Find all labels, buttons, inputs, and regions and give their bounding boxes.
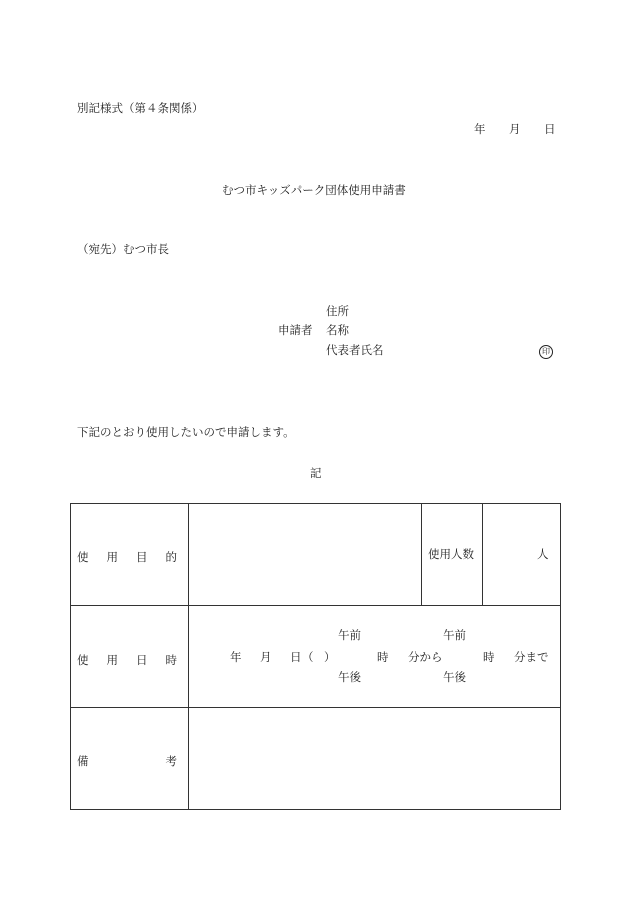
label-column-divider [188,504,189,809]
end-hour-label: 時 [483,650,495,664]
attendee-count-label: 使用人数 [428,547,474,561]
applicant-label: 申請者 [278,323,313,337]
weekday-paren-close: ） [324,650,336,664]
addressee: （宛先）むつ市長 [77,242,169,256]
seal-mark: 印 [539,345,553,359]
remarks-label: 備 考 [77,754,177,768]
date-month-label: 月 [509,122,521,136]
count-value-divider [482,504,483,605]
start-hour-label: 時 [377,650,389,664]
representative-label: 代表者氏名 [326,343,384,357]
start-pm-label: 午後 [338,670,361,684]
attendee-count-unit: 人 [537,547,549,561]
row-divider [71,605,560,606]
weekday-paren-open: （ [302,650,314,664]
use-year-label: 年 [230,650,242,664]
date-day-label: 日 [544,122,556,136]
use-month-label: 月 [260,650,272,664]
intro-text: 下記のとおり使用したいので申請します。 [77,425,295,439]
end-am-label: 午前 [443,628,466,642]
ki-heading: 記 [310,466,322,480]
start-minute-label: 分から [408,650,443,664]
form-reference: 別記様式（第４条関係） [77,101,204,115]
document-title: むつ市キッズパーク団体使用申請書 [222,183,406,197]
use-day-label: 日 [290,650,302,664]
start-am-label: 午前 [338,628,361,642]
name-label: 名称 [326,323,349,337]
purpose-label: 使 用 目 的 [77,550,177,564]
row-divider [71,707,560,708]
end-pm-label: 午後 [443,670,466,684]
count-label-divider [421,504,422,605]
date-year-label: 年 [474,122,486,136]
end-minute-label: 分まで [514,650,549,664]
address-label: 住所 [326,304,349,318]
datetime-label: 使 用 日 時 [77,653,177,667]
